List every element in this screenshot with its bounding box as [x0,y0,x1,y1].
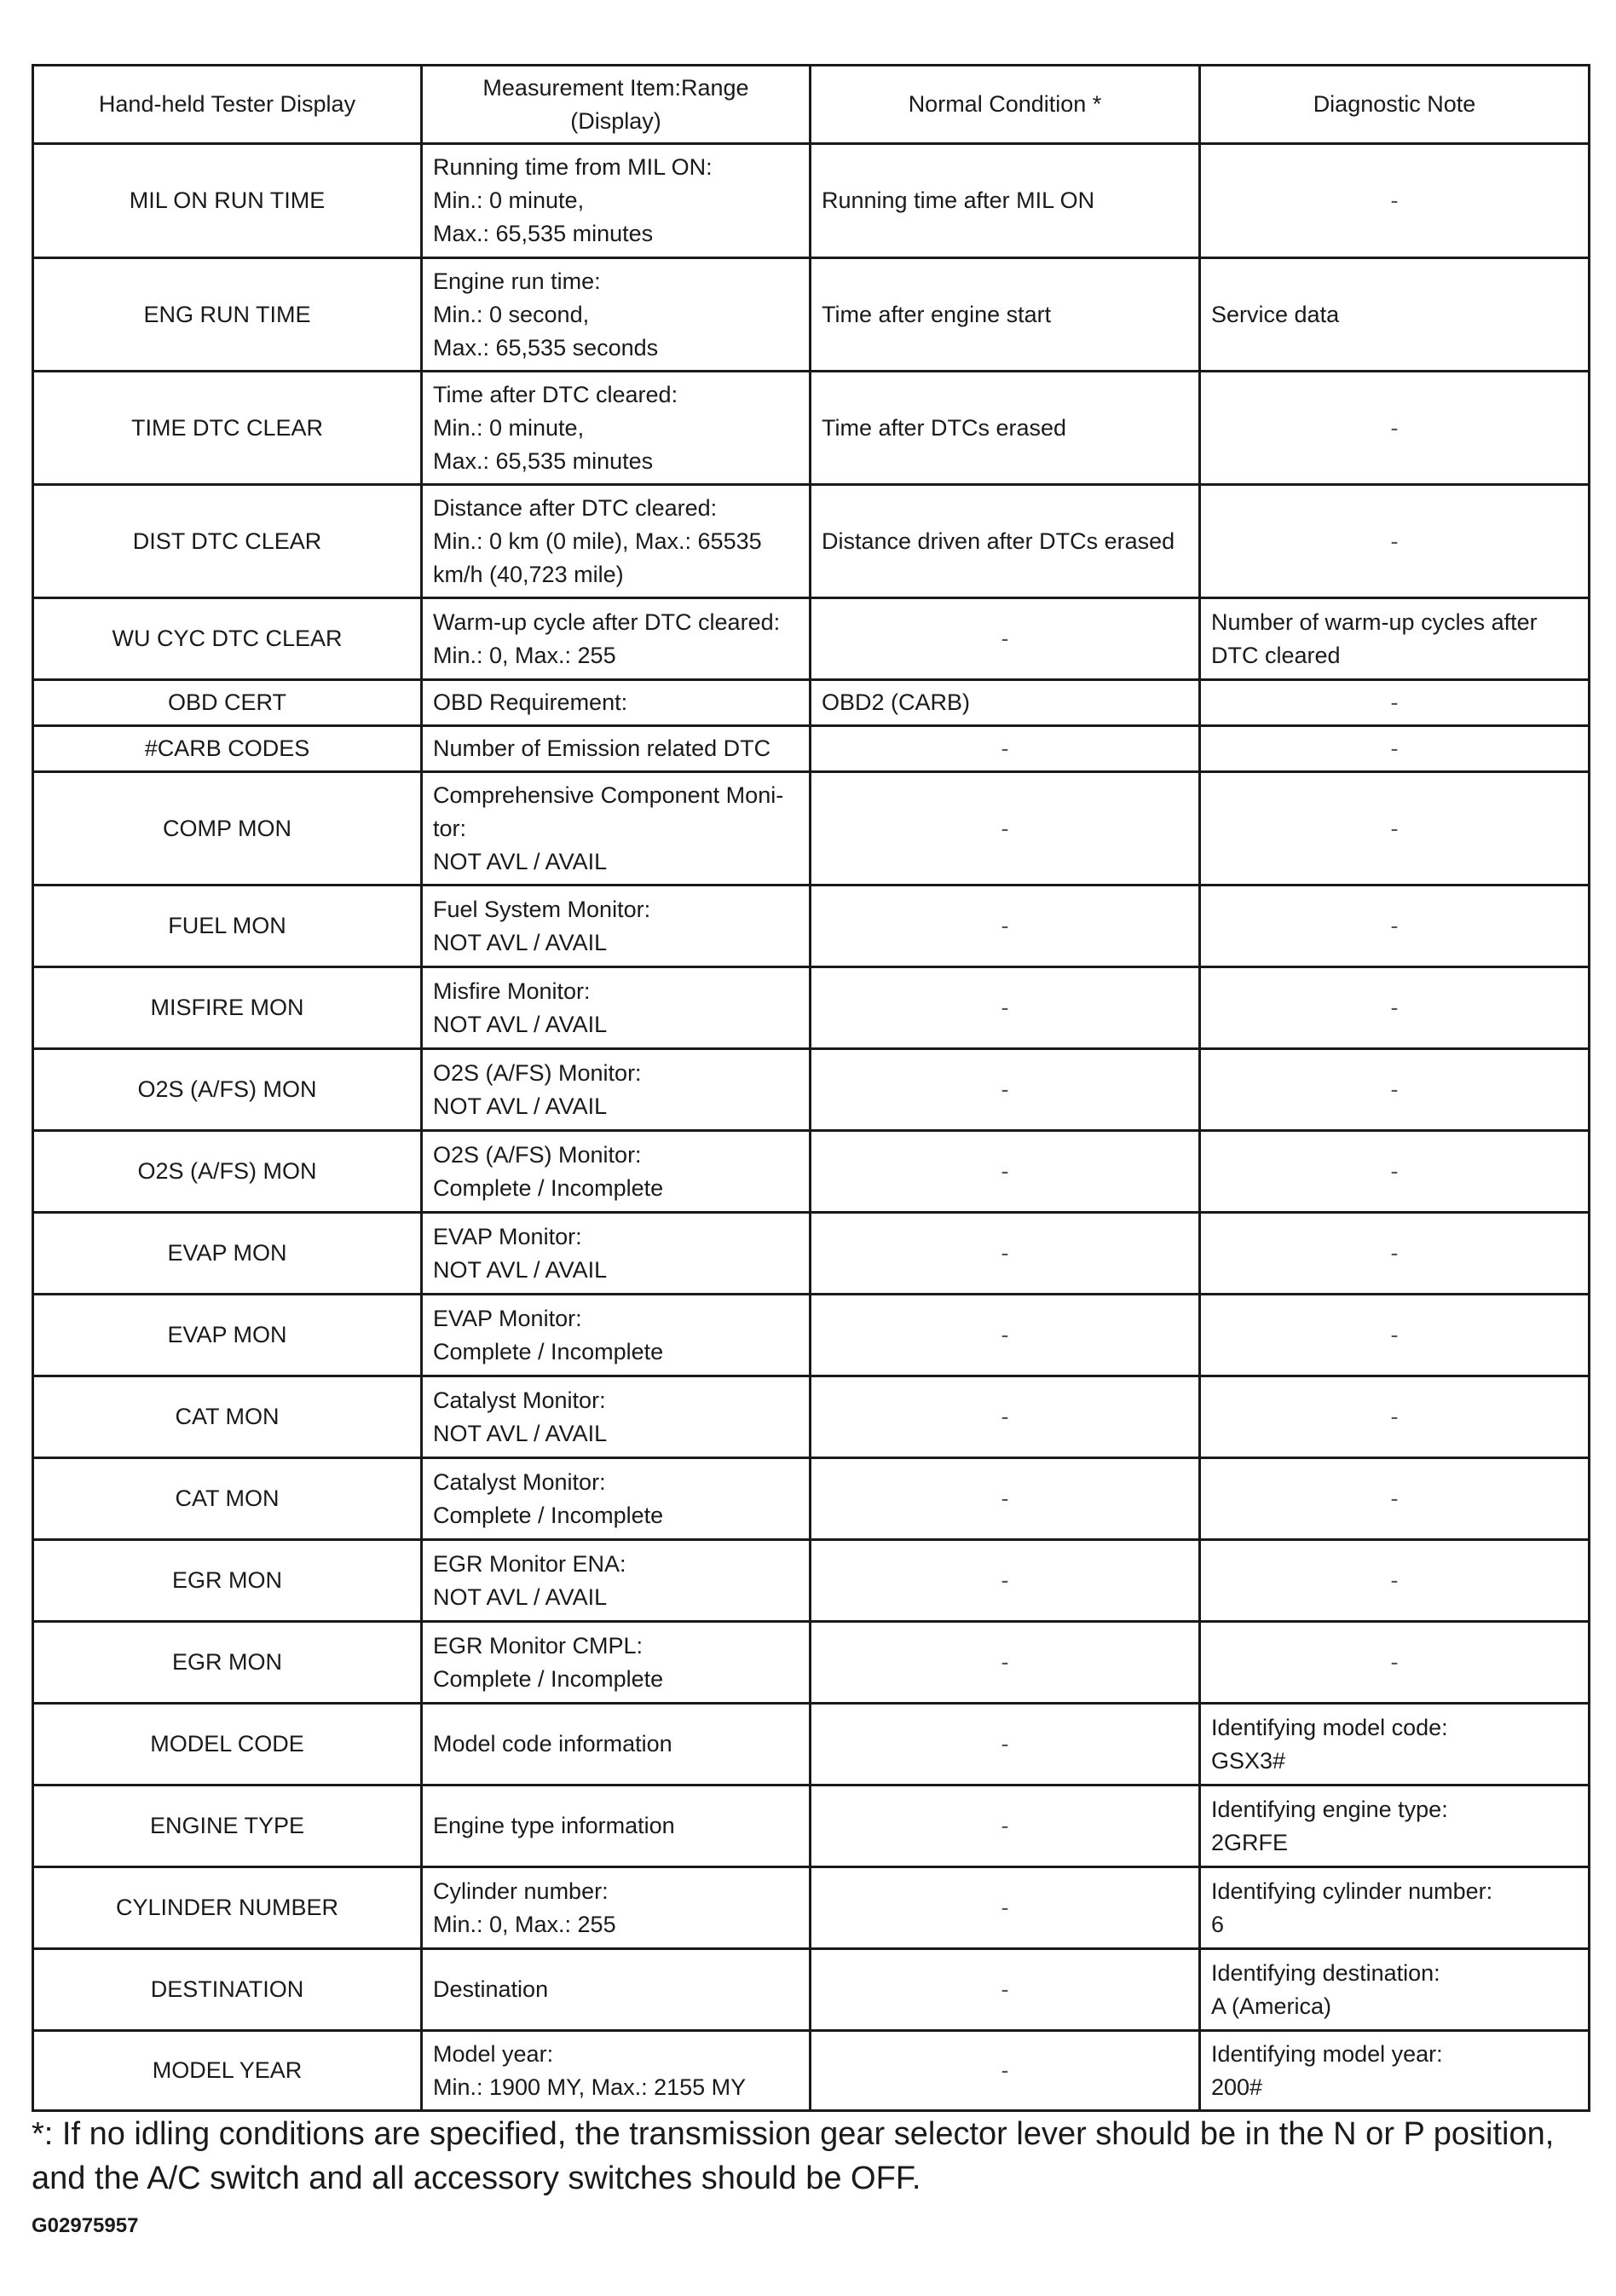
table-row [33,485,1590,598]
measurement-item-cell: Distance after DTC cleared: Min.: 0 km (0 mile), Max.: 65535 km/h (40,723 mile) [422,485,811,598]
normal-condition-cell: Time after DTCs erased [811,372,1200,485]
tester-display-cell: FUEL MON [33,886,422,967]
diagnostic-note-cell: - [1200,485,1590,598]
normal-condition-cell: - [811,1049,1200,1131]
header-tester-display: Hand-held Tester Display [33,66,422,144]
table-row [33,772,1590,886]
diagnostic-note-cell: Identifying engine type: 2GRFE [1200,1785,1590,1867]
tester-display-cell: DESTINATION [33,1949,422,2031]
diagnostic-note-cell: Identifying model year: 200# [1200,2031,1590,2111]
normal-condition-cell: - [811,1295,1200,1376]
normal-condition-cell: - [811,1213,1200,1295]
normal-condition-cell: - [811,726,1200,772]
diagnostic-note-cell: Service data [1200,258,1590,372]
figure-id: G02975957 [32,2214,139,2237]
normal-condition-cell: - [811,2031,1200,2111]
measurement-item-cell: O2S (A/FS) Monitor: Complete / Incomplete [422,1131,811,1213]
measurement-item-cell: Comprehensive Component Moni- tor: NOT AVL / AVAIL [422,772,811,886]
table-row [33,1785,1590,1867]
table-row [33,726,1590,772]
table-row [33,1867,1590,1949]
table-row [33,258,1590,372]
measurement-item-cell: Cylinder number: Min.: 0, Max.: 255 [422,1867,811,1949]
table-row [33,372,1590,485]
normal-condition-cell: - [811,1867,1200,1949]
diagnostic-note-cell: - [1200,1540,1590,1622]
diagnostic-note-cell: Number of warm-up cycles after DTC cleared [1200,598,1590,680]
diagnostic-note-cell: - [1200,1213,1590,1295]
normal-condition-cell: OBD2 (CARB) [811,680,1200,726]
measurement-item-cell: Destination [422,1949,811,2031]
tester-display-cell: MIL ON RUN TIME [33,144,422,258]
diagnostic-note-cell: - [1200,886,1590,967]
normal-condition-cell: - [811,1785,1200,1867]
tester-display-cell: CYLINDER NUMBER [33,1867,422,1949]
table-row [33,1704,1590,1785]
tester-display-cell: CAT MON [33,1376,422,1458]
normal-condition-cell: - [811,967,1200,1049]
tester-display-cell: EVAP MON [33,1295,422,1376]
measurement-item-cell: Misfire Monitor: NOT AVL / AVAIL [422,967,811,1049]
measurement-item-cell: OBD Requirement: [422,680,811,726]
measurement-item-cell: Engine type information [422,1785,811,1867]
table-row [33,1458,1590,1540]
measurement-item-cell: O2S (A/FS) Monitor: NOT AVL / AVAIL [422,1049,811,1131]
header-normal-condition: Normal Condition * [811,66,1200,144]
tester-display-cell: MODEL YEAR [33,2031,422,2111]
diagnostic-note-cell: - [1200,1131,1590,1213]
tester-display-cell: DIST DTC CLEAR [33,485,422,598]
diagnostic-note-cell: - [1200,772,1590,886]
measurement-item-cell: Number of Emission related DTC [422,726,811,772]
tester-display-cell: ENGINE TYPE [33,1785,422,1867]
table-row [33,967,1590,1049]
diagnostic-note-cell: - [1200,144,1590,258]
diagnostic-note-cell: Identifying destination: A (America) [1200,1949,1590,2031]
normal-condition-cell: Running time after MIL ON [811,144,1200,258]
diagnostic-note-cell: - [1200,726,1590,772]
table-row [33,144,1590,258]
tester-display-cell: OBD CERT [33,680,422,726]
table-body [33,144,1590,2111]
measurement-item-cell: Engine run time: Min.: 0 second, Max.: 65,535 seconds [422,258,811,372]
diagnostic-note-cell: - [1200,967,1590,1049]
measurement-item-cell: Fuel System Monitor: NOT AVL / AVAIL [422,886,811,967]
diagnostic-note-cell: - [1200,1622,1590,1704]
normal-condition-cell: - [811,772,1200,886]
header-diagnostic-note: Diagnostic Note [1200,66,1590,144]
normal-condition-cell: - [811,598,1200,680]
diagnostic-note-cell: - [1200,1295,1590,1376]
tester-display-cell: CAT MON [33,1458,422,1540]
diagnostic-note-cell: Identifying cylinder number: 6 [1200,1867,1590,1949]
diagnostic-note-cell: - [1200,1458,1590,1540]
tester-display-cell: O2S (A/FS) MON [33,1131,422,1213]
table-row [33,1295,1590,1376]
normal-condition-cell: Time after engine start [811,258,1200,372]
normal-condition-cell: - [811,1376,1200,1458]
measurement-item-cell: EVAP Monitor: NOT AVL / AVAIL [422,1213,811,1295]
tester-display-cell: TIME DTC CLEAR [33,372,422,485]
normal-condition-cell: - [811,886,1200,967]
tester-display-cell: EGR MON [33,1540,422,1622]
measurement-item-cell: Catalyst Monitor: Complete / Incomplete [422,1458,811,1540]
tester-display-cell: MODEL CODE [33,1704,422,1785]
tester-display-cell: ENG RUN TIME [33,258,422,372]
measurement-item-cell: Catalyst Monitor: NOT AVL / AVAIL [422,1376,811,1458]
diagnostic-note-cell: - [1200,680,1590,726]
footnote: *: If no idling conditions are specified, the transmission gear selector lever should be in the N or P position, and the A/C switch and all accessory switches should be OFF. [32,2116,1555,2196]
normal-condition-cell: - [811,1131,1200,1213]
document-sheet [32,64,1588,2112]
table-row [33,2031,1590,2111]
header-measurement-item: Measurement Item:Range (Display) [422,66,811,144]
measurement-item-cell: Warm-up cycle after DTC cleared: Min.: 0, Max.: 255 [422,598,811,680]
tester-display-cell: COMP MON [33,772,422,886]
table-header-row [33,66,1590,144]
measurement-item-cell: EGR Monitor CMPL: Complete / Incomplete [422,1622,811,1704]
table-row [33,598,1590,680]
table-row [33,1131,1590,1213]
table-row [33,1949,1590,2031]
measurement-item-cell: Model code information [422,1704,811,1785]
normal-condition-cell: Distance driven after DTCs erased [811,485,1200,598]
diagnostic-note-cell: - [1200,1376,1590,1458]
normal-condition-cell: - [811,1458,1200,1540]
tester-display-cell: MISFIRE MON [33,967,422,1049]
diagnostic-note-cell: - [1200,372,1590,485]
normal-condition-cell: - [811,1540,1200,1622]
data-list-table [32,64,1590,2112]
diagnostic-note-cell: - [1200,1049,1590,1131]
measurement-item-cell: Running time from MIL ON: Min.: 0 minute, Max.: 65,535 minutes [422,144,811,258]
table-row [33,1540,1590,1622]
table-row [33,1376,1590,1458]
normal-condition-cell: - [811,1949,1200,2031]
table-row [33,1213,1590,1295]
tester-display-cell: EVAP MON [33,1213,422,1295]
measurement-item-cell: Time after DTC cleared: Min.: 0 minute, Max.: 65,535 minutes [422,372,811,485]
tester-display-cell: WU CYC DTC CLEAR [33,598,422,680]
diagnostic-note-cell: Identifying model code: GSX3# [1200,1704,1590,1785]
table-row [33,1049,1590,1131]
measurement-item-cell: EGR Monitor ENA: NOT AVL / AVAIL [422,1540,811,1622]
tester-display-cell: O2S (A/FS) MON [33,1049,422,1131]
tester-display-cell: EGR MON [33,1622,422,1704]
table-row [33,680,1590,726]
normal-condition-cell: - [811,1622,1200,1704]
normal-condition-cell: - [811,1704,1200,1785]
tester-display-cell: #CARB CODES [33,726,422,772]
table-row [33,886,1590,967]
table-row [33,1622,1590,1704]
measurement-item-cell: Model year: Min.: 1900 MY, Max.: 2155 MY [422,2031,811,2111]
measurement-item-cell: EVAP Monitor: Complete / Incomplete [422,1295,811,1376]
